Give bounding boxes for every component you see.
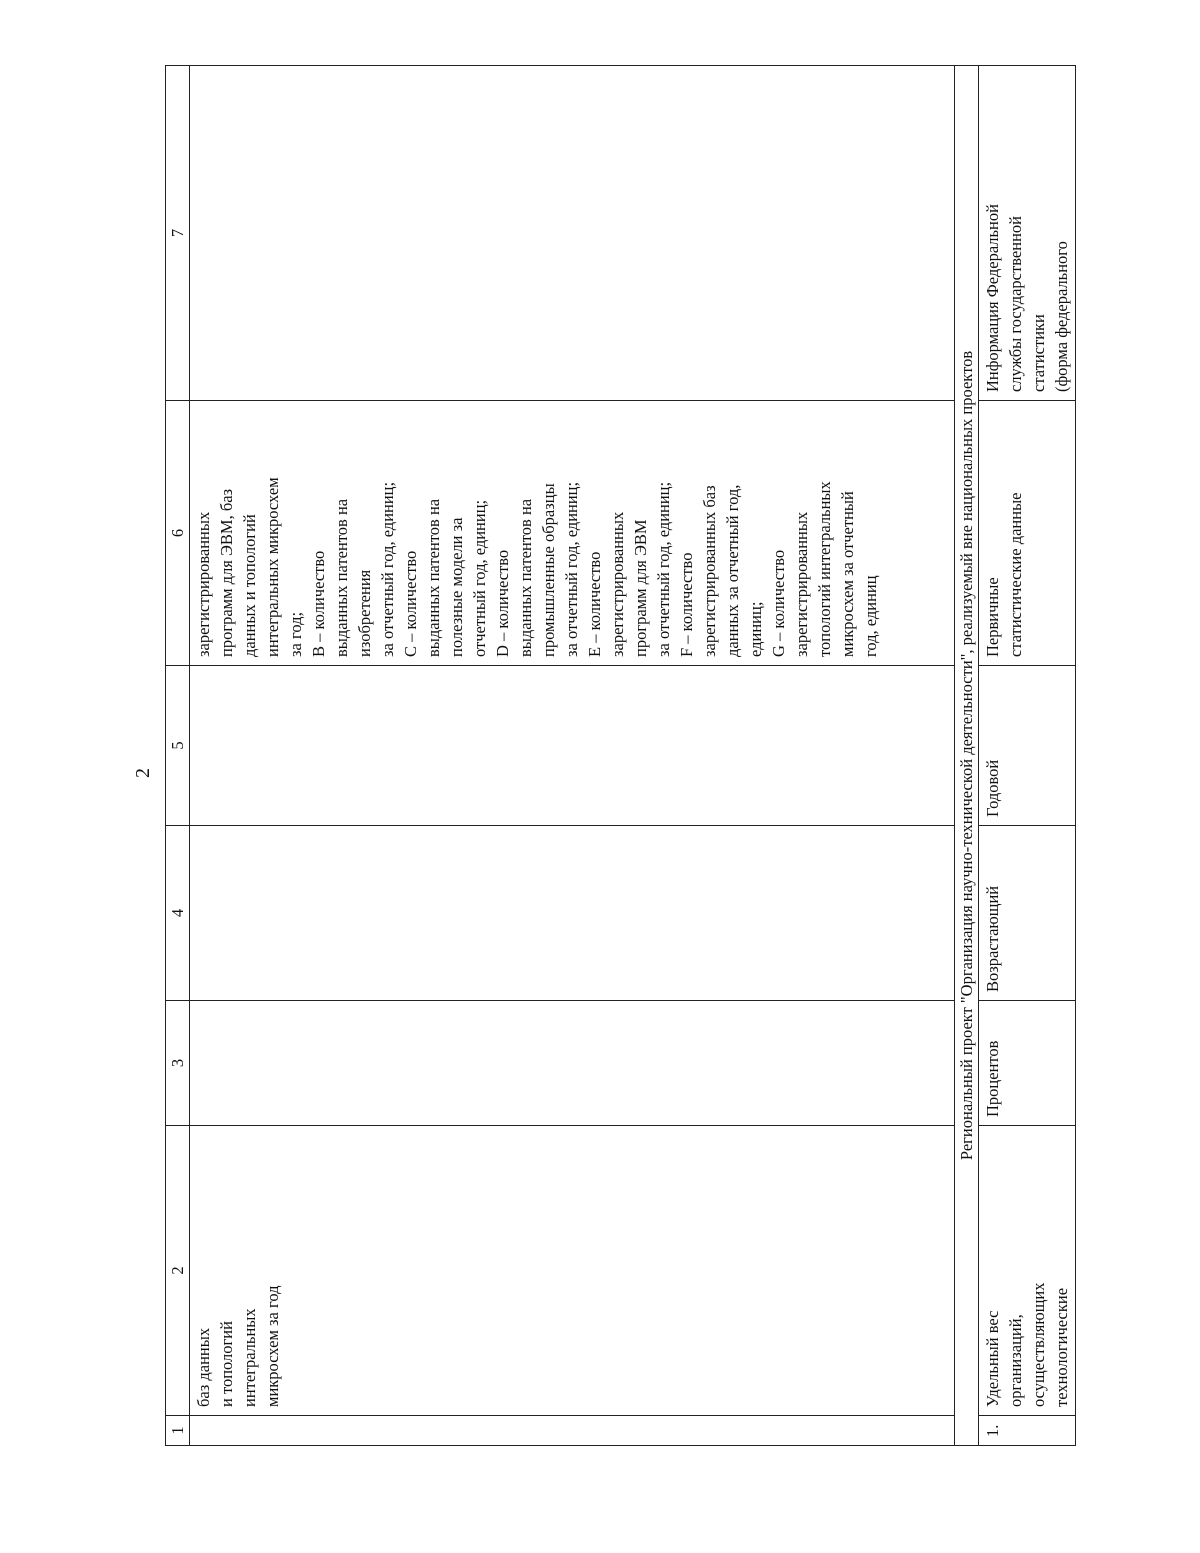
cont-6-line: полезные модели за	[447, 517, 466, 657]
information-line: Информация Федеральной	[983, 204, 1002, 392]
header-cell-3: 3	[166, 1001, 190, 1126]
indicator-table	[165, 65, 1076, 1446]
dynamics-cell: Возрастающий	[979, 826, 1076, 1001]
cont-6-line: E – количество	[585, 551, 604, 657]
cont-6-line: выданных патентов на	[424, 498, 443, 657]
cont-6-line: программ для ЭВМ, баз	[217, 488, 236, 657]
cont-cell-1	[190, 1416, 955, 1446]
cont-2-line: микросхем за год	[263, 1285, 282, 1407]
information-cell	[979, 66, 1076, 401]
cont-cell-2	[190, 1126, 955, 1416]
cont-cell-7	[190, 66, 955, 401]
cont-6-line: топологий интегральных	[815, 481, 834, 657]
unit-cell: Процентов	[979, 1001, 1076, 1126]
cont-6-line: зарегистрированных	[608, 511, 627, 657]
indicator-name-line: осуществляющих	[1029, 1282, 1048, 1407]
cont-6-line: единиц;	[746, 601, 765, 657]
data-source-line: Первичные	[983, 577, 1002, 657]
header-cell-4: 4	[166, 826, 190, 1001]
indicator-name-line: Удельный вес	[983, 1310, 1002, 1407]
cont-2-line: интегральных	[240, 1308, 259, 1407]
continuation-row	[190, 66, 955, 1446]
cont-6-line: зарегистрированных	[194, 511, 213, 657]
header-cell-7: 7	[166, 66, 190, 401]
header-row	[166, 66, 190, 1446]
cont-6-line: G – количество	[769, 549, 788, 657]
header-cell-5: 5	[166, 666, 190, 826]
data-source-line: статистические данные	[1006, 492, 1025, 657]
cont-6-line: за год;	[286, 611, 305, 657]
indicator-name-line: технологические	[1052, 1287, 1071, 1407]
information-line: службы государственной	[1006, 216, 1025, 392]
cont-2-line: и топологий	[217, 1321, 236, 1407]
indicator-name	[979, 1126, 1076, 1416]
cont-cell-3	[190, 1001, 955, 1126]
rotated-table-container	[165, 66, 1080, 1446]
cont-6-line: данных за отчетный год,	[723, 484, 742, 657]
section-title: Региональный проект "Организация научно-технической деятельности", реализуемый вне национальных проектов	[955, 66, 979, 1446]
cont-6-line: год, единиц	[861, 575, 880, 657]
information-line: (форма федерального	[1052, 241, 1071, 392]
cont-2-line: баз данных	[194, 1327, 213, 1407]
cont-6-line: микросхем за отчетный	[838, 491, 857, 657]
cont-6-line: промышленные образцы	[539, 483, 558, 657]
cont-6-line: зарегистрированных баз	[700, 485, 719, 657]
indicator-name-line: организаций,	[1006, 1314, 1025, 1407]
cont-6-line: зарегистрированных	[792, 511, 811, 657]
cont-cell-6	[190, 401, 955, 666]
cont-6-line: за отчетный год, единиц;	[562, 481, 581, 657]
data-source-cell	[979, 401, 1076, 666]
header-cell-6: 6	[166, 401, 190, 666]
page-number: 2	[131, 768, 154, 778]
cont-6-line: интегральных микросхем	[263, 477, 282, 657]
cont-6-line: изобретения	[355, 569, 374, 657]
section-title-row	[955, 66, 979, 1446]
cont-cell-5	[190, 666, 955, 826]
cont-6-line: D – количество	[493, 549, 512, 657]
cont-6-line: F – количество	[677, 552, 696, 657]
periodicity-cell: Годовой	[979, 666, 1076, 826]
cont-6-line: за отчетный год, единиц;	[654, 481, 673, 657]
cont-6-line: за отчетный год, единиц;	[378, 481, 397, 657]
cont-6-line: программ для ЭВМ	[631, 519, 650, 657]
header-cell-1: 1	[166, 1416, 190, 1446]
cont-6-line: выданных патентов на	[332, 498, 351, 657]
cont-6-line: отчетный год, единиц;	[470, 499, 489, 657]
cont-6-line: выданных патентов на	[516, 498, 535, 657]
cont-6-line: C – количество	[401, 550, 420, 657]
information-line: статистики	[1029, 314, 1048, 392]
header-cell-2: 2	[166, 1126, 190, 1416]
cont-cell-4	[190, 826, 955, 1001]
table-row	[979, 66, 1076, 1446]
cont-6-line: данных и топологий	[240, 514, 259, 657]
table-region	[165, 66, 1080, 1446]
row-number: 1.	[979, 1416, 1076, 1446]
cont-6-line: B – количество	[309, 550, 328, 657]
